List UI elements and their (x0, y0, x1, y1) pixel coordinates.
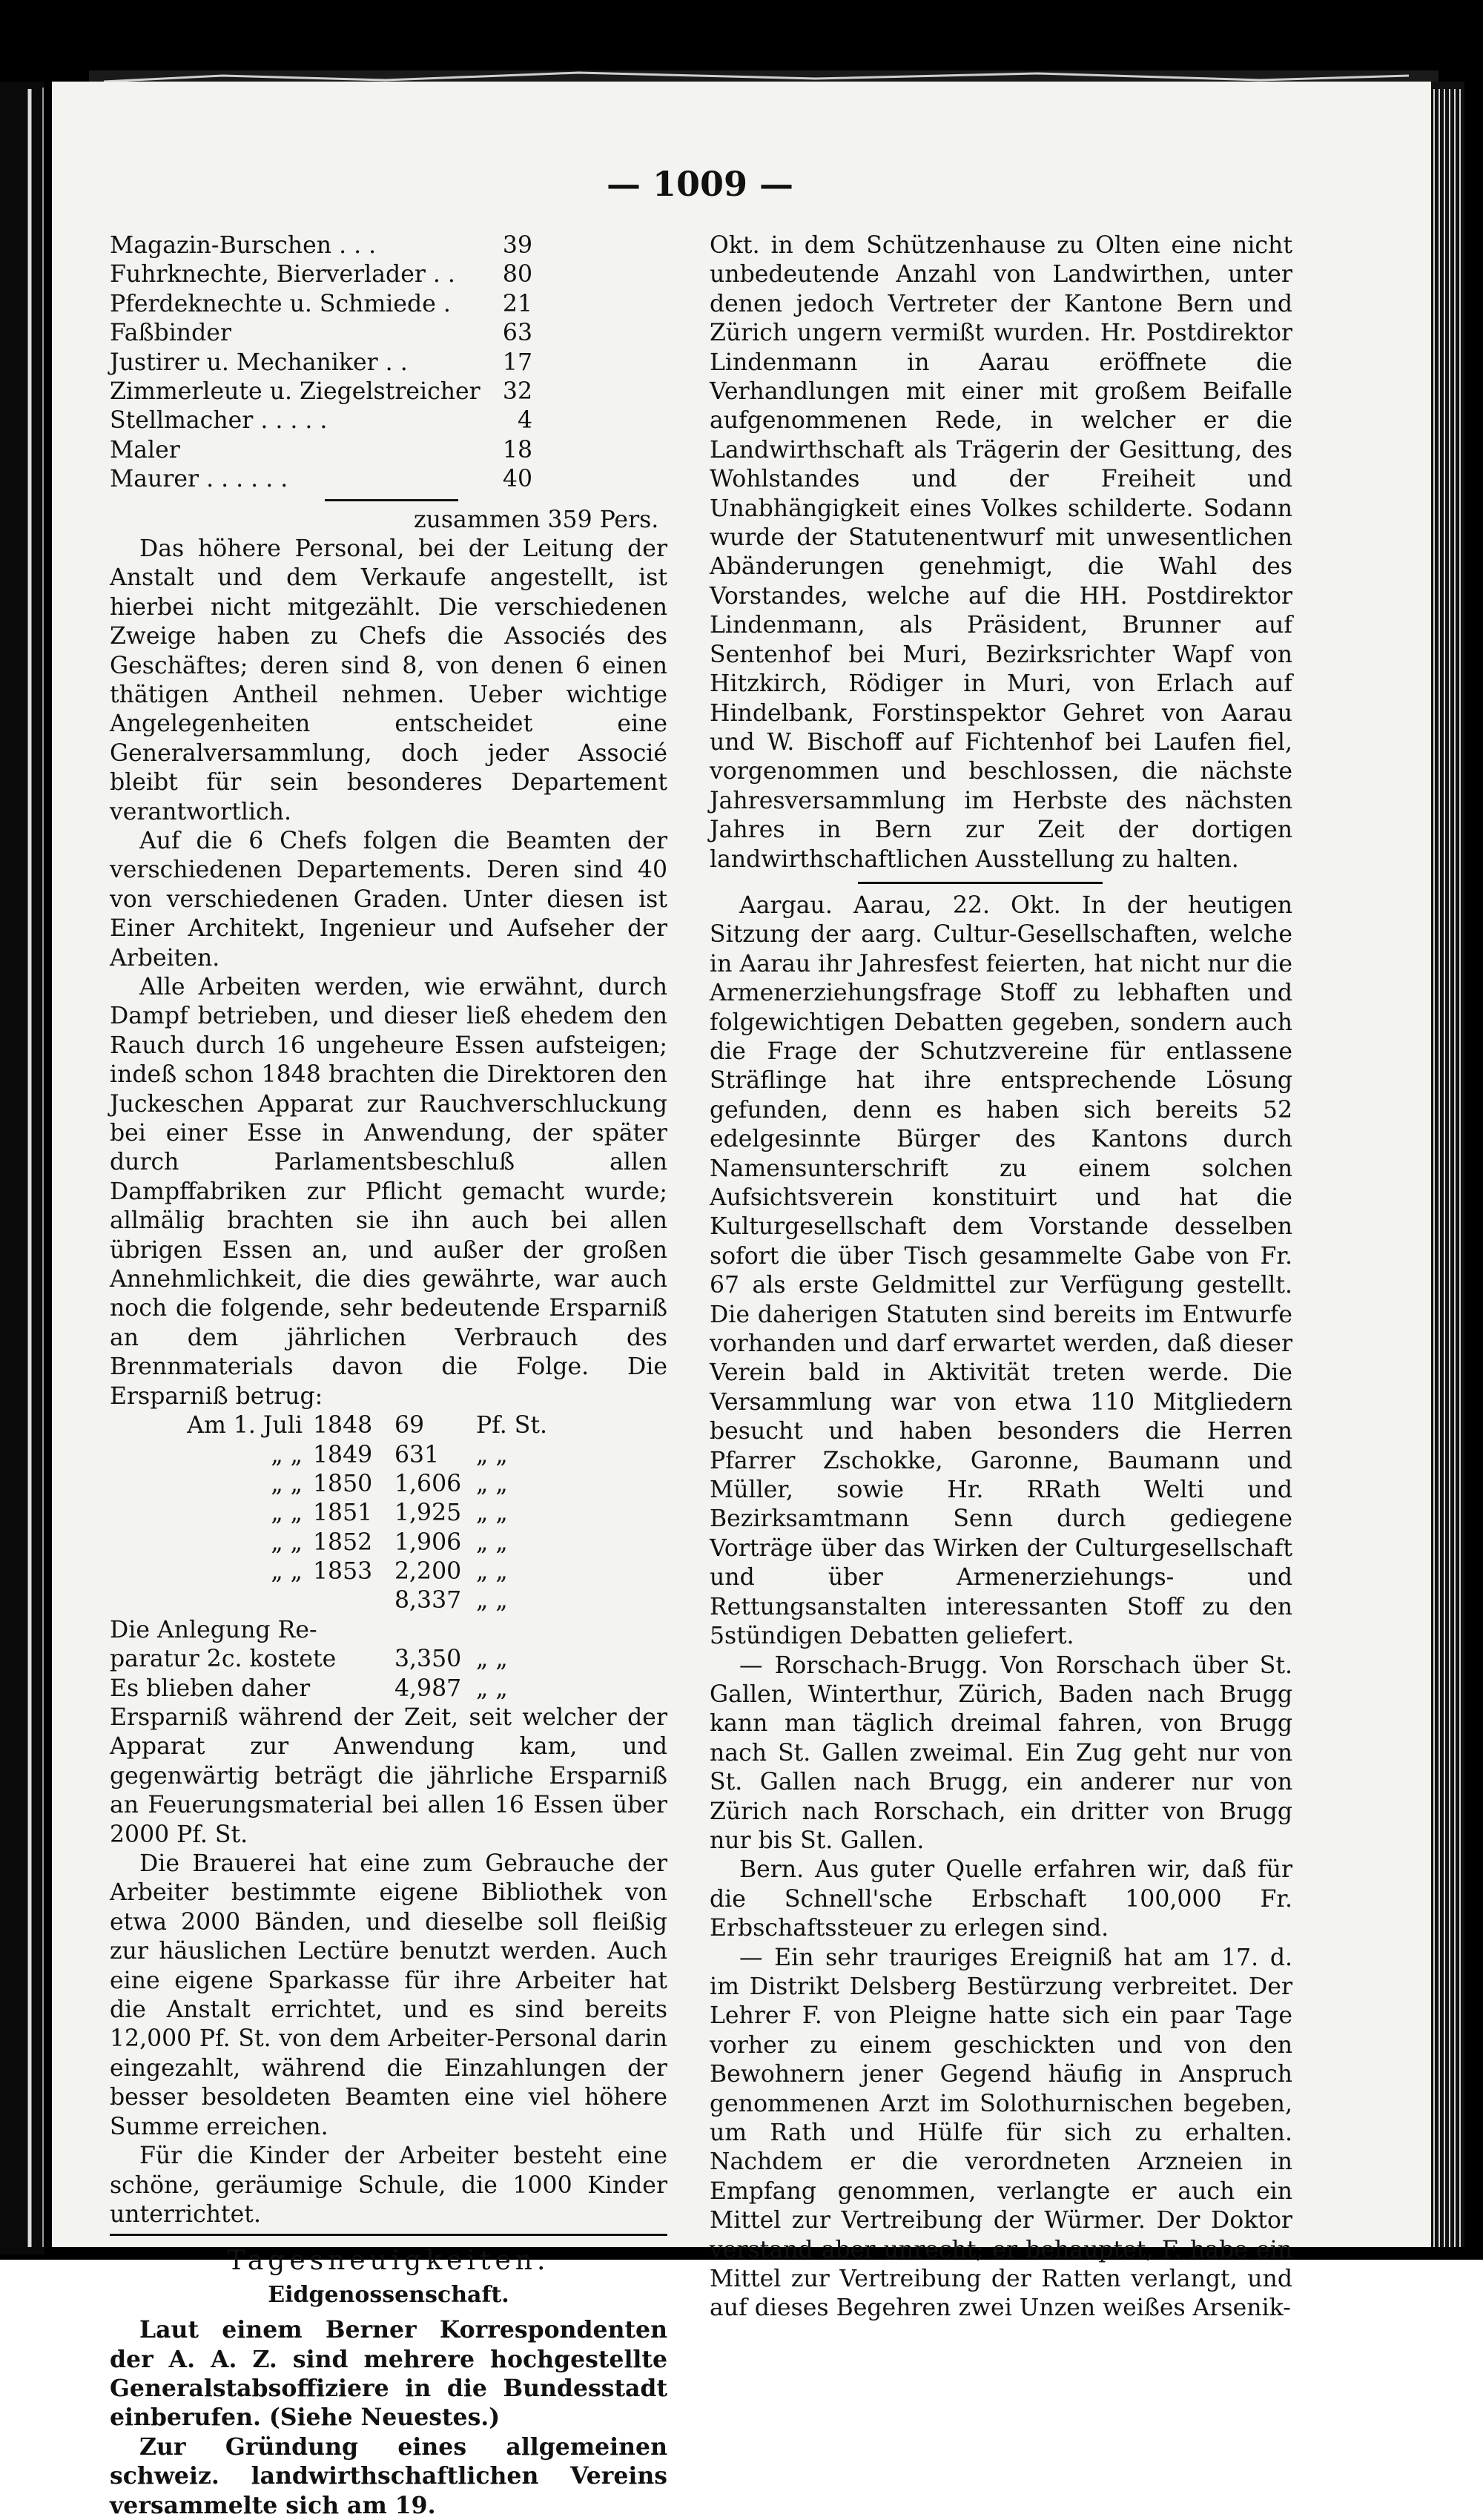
savings-unit: „ „ (476, 1500, 508, 1527)
staff-row (110, 406, 667, 435)
savings-row (110, 1616, 667, 1645)
savings-year: 1850 (313, 1470, 373, 1497)
staff-row (110, 260, 667, 289)
staff-count: 4 (517, 407, 532, 435)
sum-rule (325, 499, 458, 501)
savings-lead: „ „ (271, 1470, 303, 1497)
savings-unit: „ „ (476, 1675, 508, 1702)
savings-row (110, 1586, 667, 1615)
savings-amount: 1,606 (394, 1470, 462, 1497)
staff-row (110, 231, 667, 260)
savings-row (110, 1441, 667, 1470)
savings-year: 1852 (313, 1528, 373, 1556)
savings-lead: Am 1. Juli (187, 1412, 303, 1439)
savings-row (110, 1675, 667, 1703)
staff-count: 39 (502, 232, 532, 259)
staff-row (110, 319, 667, 348)
savings-table (110, 1411, 667, 1703)
subsection-title: Eidgenossenschaft. (268, 2281, 509, 2308)
staff-label: Magazin-Burschen . . . (110, 232, 377, 259)
staff-label: Fuhrknechte, Bierverlader . . (110, 261, 455, 288)
staff-count: 32 (502, 377, 532, 405)
savings-row (110, 1411, 667, 1440)
savings-amount: 631 (394, 1441, 440, 1468)
paragraph-savings: Ersparniß während der Zeit, seit welcher der Apparat zur Anwendung kam, und gegenwärtig beträgt die jährliche Ersparniß an Feuerungsmaterial bei allen 16 Essen über 2000 Pf. St. (110, 1704, 667, 1848)
paragraph-school: Für die Kinder der Arbeiter besteht eine schöne, geräumige Schule, die 1000 Kinder unterrichtet. (110, 2143, 667, 2228)
paragraph-bern: Bern. Aus guter Quelle erfahren wir, daß für die Schnell'sche Erbschaft 100,000 Fr. Erbschaftssteuer zu erlegen sind. (710, 1856, 1292, 1942)
staff-label: Maler (110, 436, 180, 464)
savings-amount: 1,925 (394, 1500, 462, 1527)
column-rule (858, 882, 1103, 884)
staff-count: 80 (502, 261, 532, 288)
staff-label: Faßbinder (110, 320, 231, 347)
left-column (110, 231, 667, 2520)
savings-amount (394, 1616, 476, 1645)
right-column (710, 231, 1292, 2323)
savings-unit: „ „ (476, 1528, 508, 1556)
staff-count: 17 (502, 349, 532, 376)
staff-row (110, 290, 667, 319)
page-number: — 1009 — (607, 164, 794, 204)
savings-year: 1853 (313, 1558, 373, 1586)
savings-lead: paratur 2c. kostete (110, 1646, 337, 1673)
paragraph-steam: Alle Arbeiten werden, wie erwähnt, durch Dampf betrieben, und dieser ließ ehedem den Rauch durch 16 ungeheure Essen aufsteigen; indeß schon 1848 brachten die Direktoren den Juckeschen Apparat zur Rauchverschluckung bei einer Esse in Anwendung, der später durch Parlamentsbeschluß allen Dampffabriken zur Pflicht gemacht wurde; allmälig brachten sie ihn auch bei allen übrigen Essen an, und außer der großen Annehmlichkeit, die dies gewährte, war auch noch die folgende, sehr bedeutende Ersparniß an dem jährlichen Verbrauch des Brennmaterials davon die Folge. Die Ersparniß betrug: (110, 974, 667, 1410)
savings-row (110, 1557, 667, 1586)
savings-year: 1851 (313, 1500, 373, 1527)
news-paragraph-2: Zur Gründung eines allgemeinen schweiz. landwirthschaftlichen Vereins versammelte sich am 19. (110, 2432, 667, 2519)
paragraph-library: Die Brauerei hat eine zum Gebrauche der Arbeiter bestimmte eigene Bibliothek von etwa 2000 Bänden, und dieselbe soll fleißig zur häuslichen Lectüre benutzt werden. Auch eine eigene Sparkasse für ihre Arbeiter hat die Anstalt errichtet, und es sind bereits 12,000 Pf. St. von dem Arbeiter-Personal darin eingezahlt, während die Einzahlungen der besser besoldeten Beamten eine viel höhere Summe erreichen. (110, 1850, 667, 2140)
staff-table (110, 231, 667, 495)
savings-year: 1849 (313, 1441, 373, 1468)
staff-row (110, 436, 667, 465)
savings-unit: „ „ (476, 1441, 508, 1468)
staff-count: 18 (502, 436, 532, 464)
staff-label: Stellmacher . . . . . (110, 407, 328, 435)
savings-unit: „ „ (476, 1470, 508, 1497)
staff-count: 40 (502, 466, 532, 493)
savings-lead (110, 1586, 313, 1615)
paragraph-rorschach: — Rorschach-Brugg. Von Rorschach über St. Gallen, Winterthur, Zürich, Baden nach Brugg kann man täglich dreimal fahren, von Brugg nach St. Gallen zweimal. Ein Zug geht nur von St. Gallen nach Brugg, ein anderer nur von Zürich nach Rorschach, ein dritter von Brugg nur bis St. Gallen. (710, 1652, 1292, 1854)
staff-label: Pferdeknechte u. Schmiede . (110, 290, 451, 317)
staff-total: zusammen 359 Pers. (414, 506, 659, 533)
savings-lead: Die Anlegung Re- (110, 1616, 317, 1643)
staff-row (110, 465, 667, 494)
staff-count: 63 (502, 320, 532, 347)
staff-label: Zimmerleute u. Ziegelstreicher (110, 377, 480, 405)
paragraph-olten: Okt. in dem Schützenhause zu Olten eine nicht unbedeutende Anzahl von Landwirthen, unter denen jedoch Vertreter der Kantone Bern und Zürich ungern vermißt wurden. Hr. Postdirektor Lindenmann in Aarau eröffnete die Verhandlungen mit einer mit großem Beifalle aufgenommenen Rede, in welcher er die Landwirthschaft als Trägerin der Gesittung, des Wohlstandes und der Freiheit und Unabhängigkeit eines Volkes schilderte. Sodann wurde der Statutenentwurf mit unwesentlichen Abänderungen genehmigt, die Wahl des Vorstandes, welche auf die HH. Postdirektor Lindenmann, als Präsident, Brunner auf Sentenhof bei Muri, Bezirksrichter Wapf von Hitzkirch, Rödiger in Muri, von Erlach auf Hindelbank, Forstinspektor Gehret von Aarau und W. Bischoff auf Fichtenhof bei Laufen fiel, vorgenommen und beschlossen, die nächste Jahresversammlung im Herbste des nächsten Jahres in Bern zur Zeit der dortigen landwirthschaftlichen Ausstellung zu halten. (710, 232, 1292, 873)
savings-lead: „ „ (271, 1558, 303, 1586)
savings-lead: Es blieben daher (110, 1675, 311, 1702)
staff-count: 21 (502, 290, 532, 317)
paragraph-personnel: Das höhere Personal, bei der Leitung der Anstalt und dem Verkaufe angestellt, ist hierbei nicht mitgezählt. Die verschiedenen Zweige haben zu Chefs die Associés des Geschäftes; deren sind 8, von denen 6 einen thätigen Antheil nehmen. Ueber wichtige Angelegenheiten entscheidet eine Generalversammlung, doch jeder Associé bleibt für sein besonderes Departement verantwortlich. (110, 535, 667, 825)
savings-year (313, 1645, 394, 1674)
savings-row (110, 1470, 667, 1499)
staff-label: Justirer u. Mechaniker . . (110, 349, 408, 376)
savings-row (110, 1528, 667, 1557)
savings-amount: 69 (394, 1412, 425, 1439)
savings-amount: 4,987 (394, 1675, 462, 1702)
savings-unit: „ „ (476, 1646, 508, 1673)
savings-amount: 8,337 (394, 1587, 462, 1614)
paragraph-aargau: Aargau. Aarau, 22. Okt. In der heutigen Sitzung der aarg. Cultur-Gesellschaften, welche in Aarau ihr Jahresfest feierten, hat nicht nur die Armenerziehungsfrage Stoff zu lebhaften und folgewichtigen Debatten gegeben, sondern auch die Frage der Schutzvereine für entlassene Sträflinge hat ihre entsprechende Lösung gefunden, denn es haben sich bereits 52 edelgesinnte Bürger des Kantons durch Namensunterschrift zu einem solchen Aufsichtsverein konstituirt und hat die Kulturgesellschaft dem Vorstande desselben sofort die über Tisch gesammelte Gabe von Fr. 67 als erste Geldmittel zur Verfügung gestellt. Die daherigen Statuten sind bereits im Entwurfe vorhanden und darf erwartet werden, daß dieser Verein bald in Aktivität treten werde. Die Versammlung war von etwa 110 Mitgliedern besucht und haben besonders die Herren Pfarrer Zschokke, Garonne, Baumann und Müller, sowie Hr. RRath Welti und Bezirksamtmann Senn durch gediegene Vorträge über das Wirken der Culturgesellschaft und über Armenerziehungs- und Rettungsanstalten interessanten Stoff zu den 5stündigen Debatten geliefert. (710, 891, 1292, 1650)
savings-year (313, 1586, 394, 1615)
savings-lead: „ „ (271, 1528, 303, 1556)
section-rule (110, 2234, 667, 2236)
savings-unit: „ „ (476, 1587, 508, 1614)
paragraph-chefs: Auf die 6 Chefs folgen die Beamten der verschiedenen Departements. Deren sind 40 von verschiedenen Graden. Unter diesen ist Einer Architekt, Ingenieur und Aufseher der Arbeiten. (110, 827, 667, 972)
section-title: Tagesneuigkeiten. (227, 2246, 550, 2277)
news-paragraph-1: Laut einem Berner Korrespondenten der A. A. Z. sind mehrere hochgestellte Generalstabsoffiziere in die Bundesstadt einberufen. (Siehe Neuestes.) (110, 2316, 667, 2432)
savings-year: 1848 (313, 1412, 373, 1439)
savings-amount: 2,200 (394, 1558, 462, 1586)
savings-unit: Pf. St. (476, 1412, 548, 1439)
staff-label: Maurer . . . . . . (110, 466, 288, 493)
savings-lead: „ „ (271, 1441, 303, 1468)
savings-unit: „ „ (476, 1558, 508, 1586)
staff-row (110, 377, 667, 406)
savings-unit (476, 1616, 565, 1645)
paragraph-delsberg: — Ein sehr trauriges Ereigniß hat am 17. d. im Distrikt Delsberg Bestürzung verbreitet. Der Lehrer F. von Pleigne hatte sich ein paar Tage vorher zu einem geschickten und von den Bewohnern jener Gegend häufig in Anspruch genommenen Arzt im Solothurnischen begeben, um Rath und Hülfe für sich zu erhalten. Nachdem er die verordneten Arzneien in Empfang genommen, verlangte er auch ein Mittel zur Vertreibung der Würmer. Der Doktor verstand aber unrecht; er behauptet, F. habe ein Mittel zur Vertreibung der Ratten verlangt, und auf dieses Begehren zwei Unzen weißes Arsenik- (710, 1944, 1292, 2322)
savings-amount: 3,350 (394, 1646, 462, 1673)
savings-row (110, 1645, 667, 1674)
savings-year (313, 1675, 394, 1703)
savings-lead: „ „ (271, 1500, 303, 1527)
savings-year (313, 1616, 394, 1645)
savings-amount: 1,906 (394, 1528, 462, 1556)
staff-row (110, 349, 667, 377)
savings-row (110, 1499, 667, 1528)
